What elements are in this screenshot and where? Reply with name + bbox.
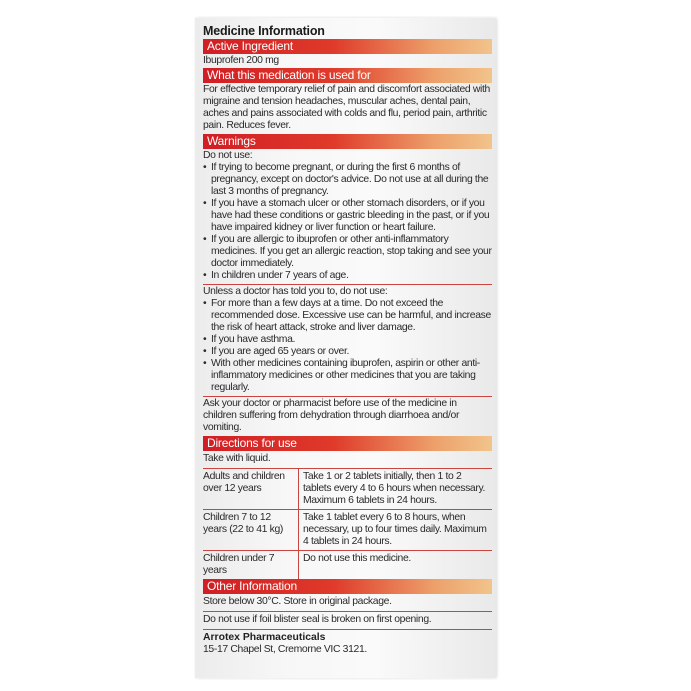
dosage-dose-cell: Do not use this medicine.	[303, 553, 411, 564]
dosage-dose-cell: Take 1 or 2 tablets initially, then 1 to 2 tablets every 4 to 6 hours when necessary. Maximum 6 tablets in 24 hours.	[299, 469, 492, 510]
dosage-who-cell: Adults and children over 12 years	[203, 469, 299, 510]
storage-text: Store below 30°C. Store in original package.	[203, 594, 492, 612]
dosage-who-cell: Children under 7 years	[203, 551, 299, 579]
warnings-intro-1: Do not use:	[203, 150, 253, 161]
used-for-heading: What this medication is used for	[203, 68, 492, 83]
list-item: • If you are allergic to ibuprofen or other anti-inflammatory medicines. If you get an allergic reaction, stop taking and see your doctor immediately.	[203, 234, 492, 270]
panel-content	[203, 18, 492, 678]
company-address: 15-17 Chapel St, Cremorne VIC 3121.	[203, 644, 367, 655]
dosage-dose-cell: Take 1 tablet every 6 to 8 hours, when necessary, up to four times daily. Maximum 4 tablets in 24 hours.	[299, 510, 492, 551]
list-item: • For more than a few days at a time. Do not exceed the recommended dose. Excessive use can be harmful, and increase the risk of heart attack, stroke and liver damage.	[203, 298, 492, 334]
foil-warning-text: Do not use if foil blister seal is broken on first opening.	[203, 612, 492, 630]
dosage-table	[203, 469, 492, 579]
used-for-text: For effective temporary relief of pain and discomfort associated with migraine and tension headaches, muscular aches, dental pain, aches and pains associated with colds and flu, period pain, arthritic pain. Reduces fever.	[203, 84, 490, 131]
company-name: Arrotex Pharmaceuticals	[203, 632, 326, 643]
warnings-list-1	[203, 162, 492, 282]
page-title: Medicine Information	[203, 24, 325, 38]
medicine-box-panel	[195, 18, 496, 678]
warnings-intro-2: Unless a doctor has told you to, do not use:	[203, 286, 388, 297]
active-ingredient-text: Ibuprofen 200 mg	[203, 55, 279, 66]
list-item: • With other medicines containing ibuprofen, aspirin or other anti-inflammatory medicines or other medicines that you are taking regularly.	[203, 358, 492, 394]
active-ingredient-heading: Active Ingredient	[203, 39, 492, 54]
list-item: • If you have a stomach ulcer or other stomach disorders, or if you have had these conditions or gastric bleeding in the past, or if you have impaired kidney or liver function or heart failure.	[203, 198, 492, 234]
warnings-ask-text: Ask your doctor or pharmacist before use of the medicine in children suffering from dehydration through diarrhoea and/or vomiting.	[203, 398, 460, 433]
list-item: • If trying to become pregnant, or during the first 6 months of pregnancy, except on doctor's advice. Do not use at all during the last 3 months of pregnancy.	[203, 162, 492, 198]
dosage-who-cell: Children 7 to 12 years (22 to 41 kg)	[203, 510, 299, 551]
list-item: • In children under 7 years of age.	[203, 270, 492, 282]
warnings-block-1	[203, 149, 492, 284]
warnings-heading: Warnings	[203, 134, 492, 149]
warnings-list-2	[203, 298, 492, 394]
other-info-heading: Other Information	[203, 579, 492, 594]
directions-heading: Directions for use	[203, 436, 492, 451]
warnings-block-2	[203, 285, 492, 396]
list-item: • If you are aged 65 years or over.	[203, 346, 492, 358]
list-item: • If you have asthma.	[203, 334, 492, 346]
directions-intro: Take with liquid.	[203, 451, 492, 469]
